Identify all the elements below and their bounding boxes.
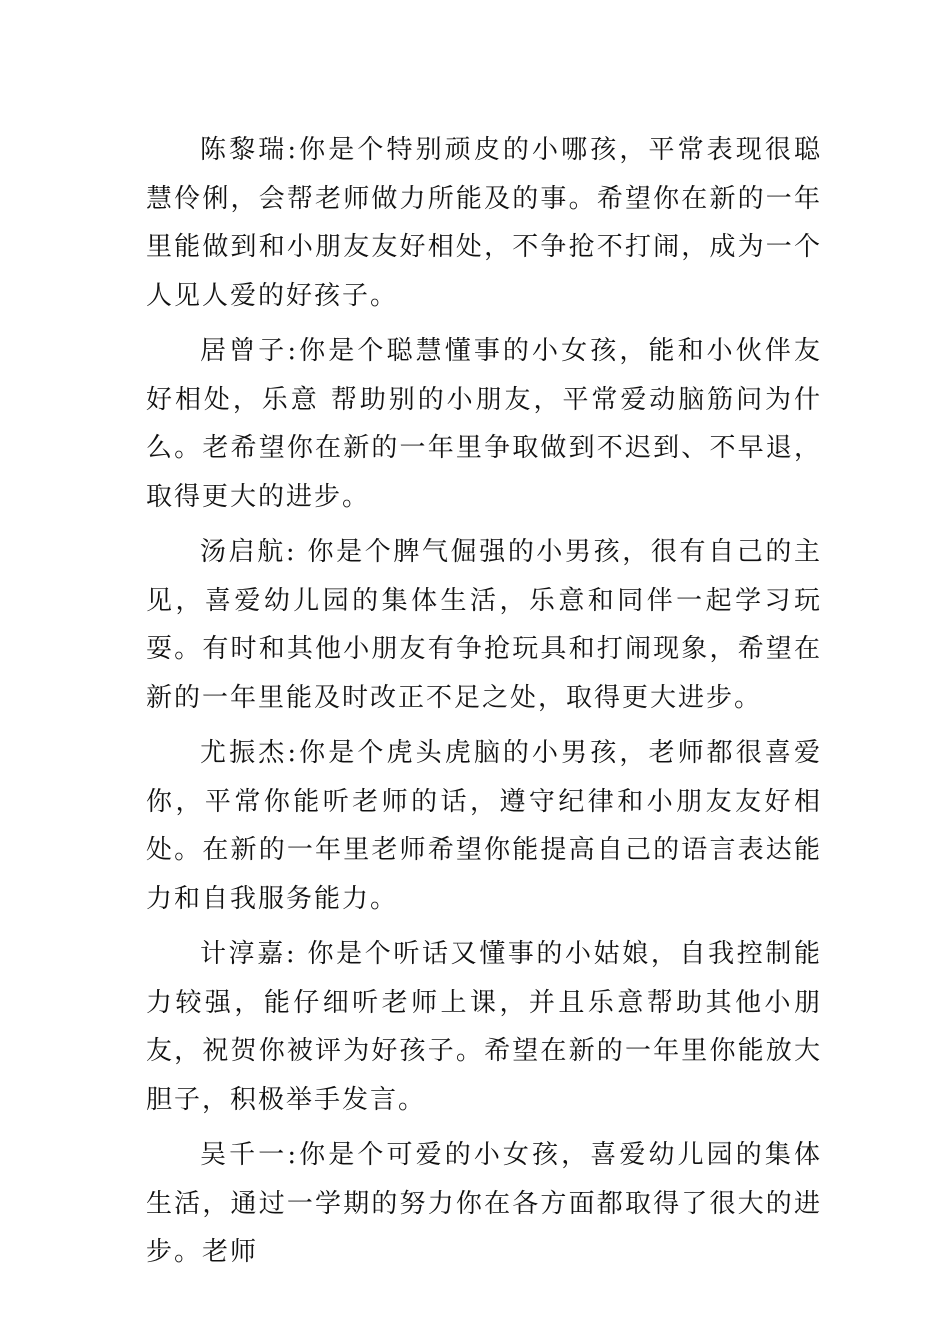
paragraph-tang-qihang: 汤启航: 你是个脾气倔强的小男孩，很有自己的主见，喜爱幼儿园的集体生活，乐意和同伴一起学习玩耍。有时和其他小朋友有争抢玩具和打闹现象，希望在新的一年里能及时改正不足之处，取得更大进步。: [146, 537, 822, 713]
document-body: [146, 126, 822, 1284]
paragraph-you-zhenjie: 尤振杰:你是个虎头虎脑的小男孩，老师都很喜爱你，平常你能听老师的话，遵守纪律和小朋友友好相处。在新的一年里老师希望你能提高自己的语言表达能力和自我服务能力。: [146, 738, 822, 914]
paragraph-ju-cengzi: 居曾子:你是个聪慧懂事的小女孩，能和小伙伴友好相处，乐意 帮助别的小朋友，平常爱动脑筋问为什么。老希望你在新的一年里争取做到不迟到、不早退，取得更大的进步。: [146, 336, 822, 512]
paragraph-wu-qianyi: 吴千一:你是个可爱的小女孩，喜爱幼儿园的集体生活，通过一学期的努力你在各方面都取得了很大的进步。老师: [146, 1140, 822, 1267]
paragraph-ji-chunjia: 计淳嘉: 你是个听话又懂事的小姑娘，自我控制能力较强，能仔细听老师上课，并且乐意帮助其他小朋友，祝贺你被评为好孩子。希望在新的一年里你能放大胆子，积极举手发言。: [146, 939, 822, 1115]
paragraph-chen-lirui: 陈黎瑞:你是个特别顽皮的小哪孩，平常表现很聪慧伶俐，会帮老师做力所能及的事。希望你在新的一年里能做到和小朋友友好相处，不争抢不打闹，成为一个人见人爱的好孩子。: [146, 135, 822, 311]
